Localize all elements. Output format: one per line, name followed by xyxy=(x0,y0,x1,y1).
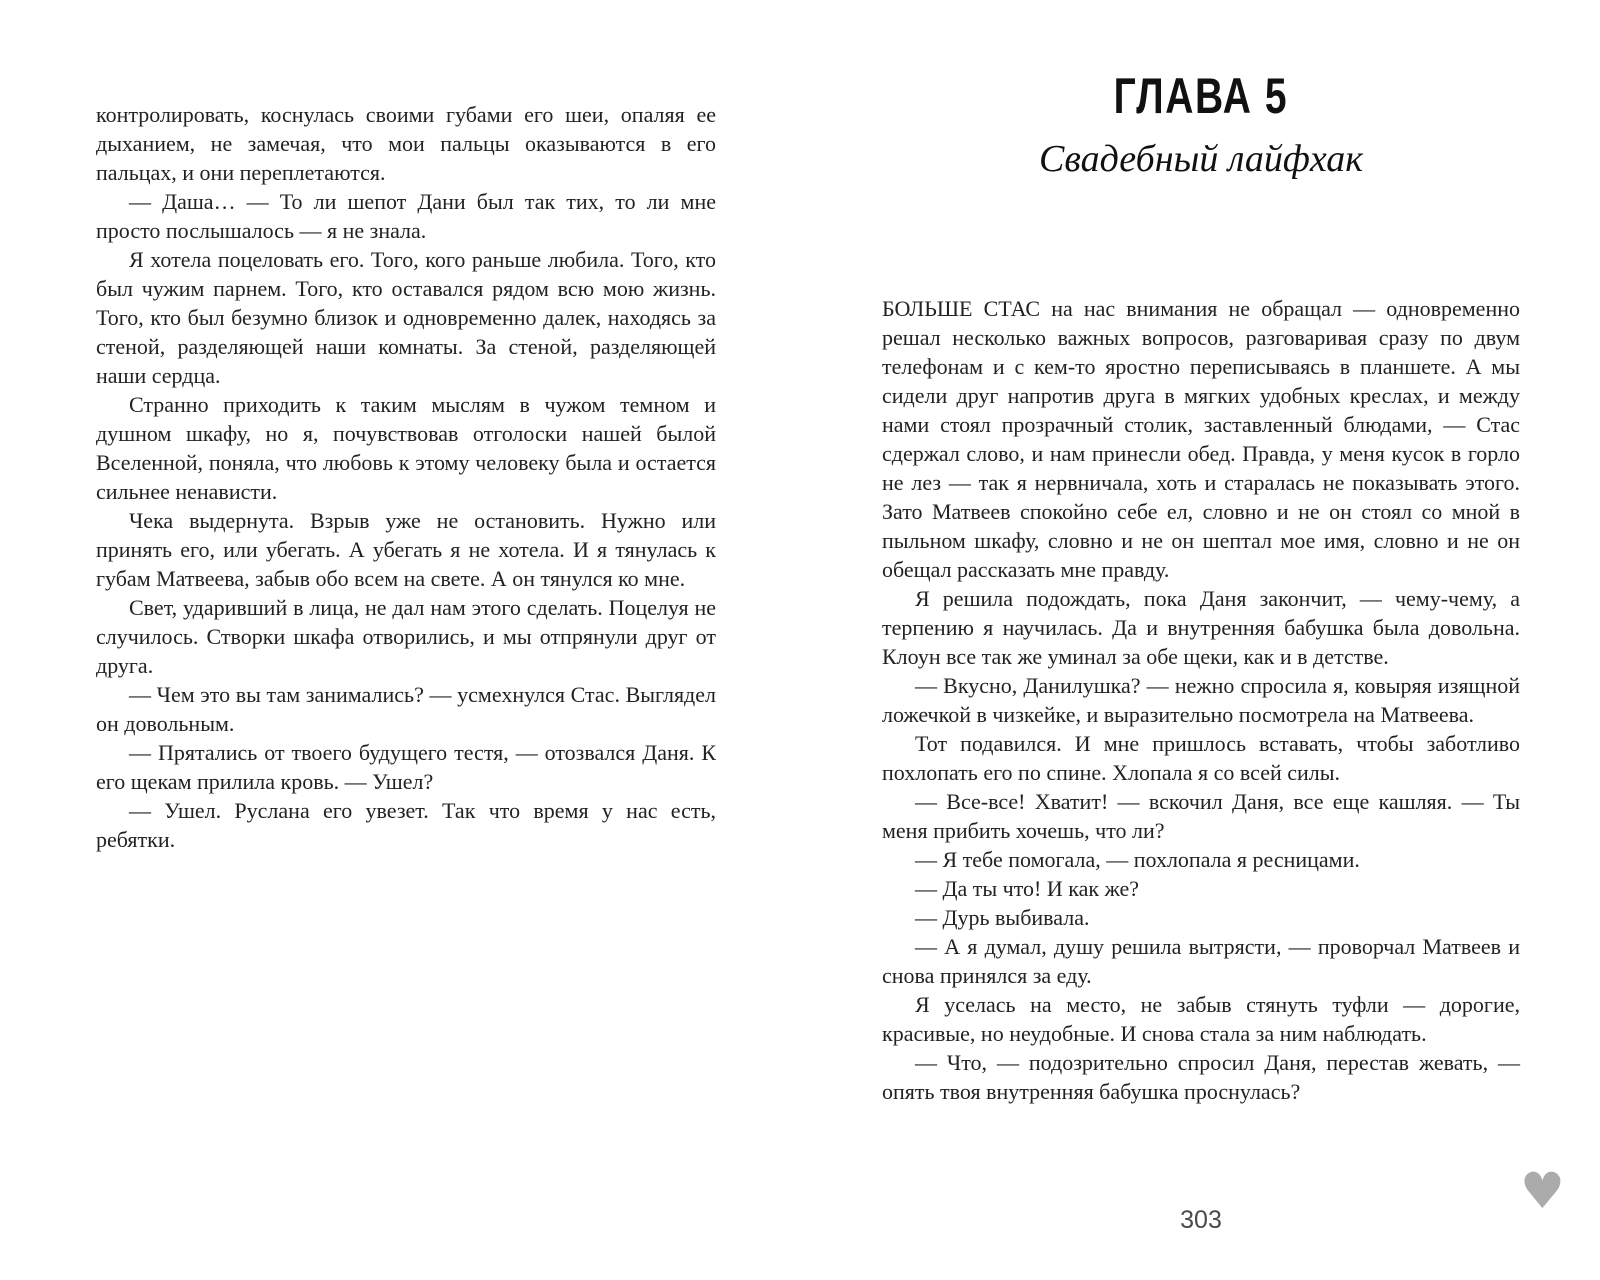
paragraph: БОЛЬШЕ СТАС на нас внимания не обращал — одновременно решал несколько важных вопросов, разговаривая сразу по двум телефонам и с кем-то яростно переписываясь в планшете. А мы сидели друг напротив друга в мягких удобных креслах, и между нами стоял прозрачный столик, заставленный блюдами, — Стас сдержал слово, и нам принесли обед. Правда, у меня кусок в горло не лез — так я нервничала, хоть и старалась не показывать этого. Зато Матвеев спокойно себе ел, словно и не он стоял со мной в пыльном шкафу, словно и не он шептал мое имя, словно и не он обещал рассказать мне правду. xyxy=(882,296,1520,582)
heart-icon[interactable]: ♥ xyxy=(1520,1162,1565,1220)
paragraph: — Даша… — То ли шепот Дани был так тих, то ли мне просто послышалось — я не знала. xyxy=(96,189,716,243)
page-left xyxy=(96,100,716,854)
paragraph: — Вкусно, Данилушка? — нежно спросила я, ковыряя изящной ложечкой в чизкейке, и выразительно посмотрела на Матвеева. xyxy=(882,673,1520,727)
paragraph: контролировать, коснулась своими губами его шеи, опаляя ее дыханием, не замечая, что мои пальцы оказываются в его пальцах, и они переплетаются. xyxy=(96,102,716,185)
paragraph: — Что, — подозрительно спросил Даня, перестав жевать, — опять твоя внутренняя бабушка проснулась? xyxy=(882,1050,1520,1104)
page-right xyxy=(882,70,1520,1106)
chapter-title-text: ГЛАВА 5 xyxy=(1113,68,1289,124)
paragraph: — Дурь выбивала. xyxy=(915,905,1090,930)
paragraph: Я решила подождать, пока Даня закончит, — чему-чему, а терпению я научилась. Да и внутренняя бабушка была довольна. Клоун все так же уминал за обе щеки, как и в детстве. xyxy=(882,586,1520,669)
paragraph: — Да ты что! И как же? xyxy=(915,876,1140,901)
paragraph: Я хотела поцеловать его. Того, кого раньше любила. Того, кто был чужим парнем. Того, кто оставался рядом всю мою жизнь. Того, кто был безумно близок и одновременно далек, находясь за стеной, разделяющей наши комнаты. За стеной, разделяющей наши сердца. xyxy=(96,247,716,388)
paragraph: Я уселась на место, не забыв стянуть туфли — дорогие, красивые, но неудобные. И снова стала за ним наблюдать. xyxy=(882,992,1520,1046)
paragraph: Тот подавился. И мне пришлось вставать, чтобы заботливо похлопать его по спине. Хлопала я со всей силы. xyxy=(882,731,1520,785)
paragraph: Чека выдернута. Взрыв уже не остановить. Нужно или принять его, или убегать. А убегать я не хотела. И я тянулась к губам Матвеева, забыв обо всем на свете. А он тянулся ко мне. xyxy=(96,508,716,591)
paragraph: Странно приходить к таким мыслям в чужом темном и душном шкафу, но я, почувствовав отголоски нашей былой Вселенной, поняла, что любовь к этому человеку была и остается сильнее ненависти. xyxy=(96,392,716,504)
page-number: 303 xyxy=(1180,1206,1222,1234)
paragraph: — Чем это вы там занимались? — усмехнулся Стас. Выглядел он довольным. xyxy=(96,682,716,736)
chapter-title xyxy=(882,70,1520,122)
paragraph: — Все-все! Хватит! — вскочил Даня, все еще кашляя. — Ты меня прибить хочешь, что ли? xyxy=(882,789,1520,843)
paragraph: — Ушел. Руслана его увезет. Так что время у нас есть, ребятки. xyxy=(96,798,716,852)
paragraph: — Прятались от твоего будущего тестя, — отозвался Даня. К его щекам прилила кровь. — Ушел? xyxy=(96,740,716,794)
paragraph: — Я тебе помогала, — похлопала я ресницами. xyxy=(915,847,1360,872)
chapter-body xyxy=(882,294,1520,1106)
chapter-subtitle: Свадебный лайфхак xyxy=(1039,138,1363,180)
paragraph: — А я думал, душу решила вытрясти, — проворчал Матвеев и снова принялся за еду. xyxy=(882,934,1520,988)
paragraph: Свет, ударивший в лица, не дал нам этого сделать. Поцелуя не случилось. Створки шкафа отворились, и мы отпрянули друг от друга. xyxy=(96,595,716,678)
